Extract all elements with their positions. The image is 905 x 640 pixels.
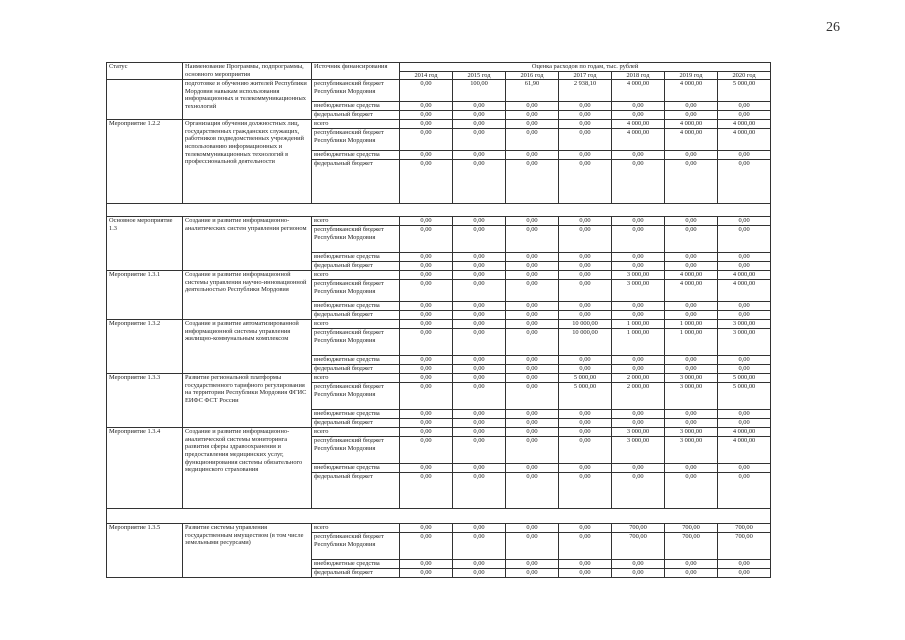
status-cell: Мероприятие 1.3.5 [107,524,183,578]
amount-cell: 0,00 [453,120,506,129]
amount-cell: 4 000,00 [612,120,665,129]
amount-cell: 700,00 [612,533,665,560]
amount-cell: 0,00 [559,560,612,569]
amount-cell: 700,00 [665,524,718,533]
amount-cell: 0,00 [453,217,506,226]
amount-cell: 0,00 [453,129,506,151]
funding-source-cell: всего [312,524,400,533]
amount-cell: 700,00 [612,524,665,533]
amount-cell: 0,00 [506,320,559,329]
amount-cell: 0,00 [400,102,453,111]
status-cell: Мероприятие 1.3.3 [107,374,183,428]
funding-source-cell: внебюджетные средства [312,356,400,365]
amount-cell: 0,00 [506,428,559,437]
amount-cell: 0,00 [400,428,453,437]
amount-cell: 0,00 [665,410,718,419]
amount-cell: 0,00 [718,302,771,311]
amount-cell: 3 000,00 [665,374,718,383]
header-year: 2020 год [718,71,771,80]
amount-cell: 0,00 [718,217,771,226]
amount-cell: 0,00 [506,524,559,533]
amount-cell: 0,00 [506,102,559,111]
amount-cell: 0,00 [718,262,771,271]
funding-source-cell: внебюджетные средства [312,151,400,160]
amount-cell: 0,00 [453,311,506,320]
amount-cell: 0,00 [506,129,559,151]
header-estimate: Оценка расходов по годам, тыс. рублей [400,63,771,72]
funding-source-cell: республиканский бюджет Республики Мордовия [312,383,400,410]
funding-source-cell: внебюджетные средства [312,253,400,262]
funding-source-cell: внебюджетные средства [312,102,400,111]
amount-cell: 5 000,00 [559,374,612,383]
amount-cell: 0,00 [506,356,559,365]
amount-cell: 0,00 [506,365,559,374]
amount-cell: 0,00 [506,383,559,410]
amount-cell: 0,00 [665,160,718,204]
amount-cell: 0,00 [559,102,612,111]
amount-cell: 0,00 [559,160,612,204]
funding-source-cell: республиканский бюджет Республики Мордовия [312,437,400,464]
amount-cell: 0,00 [453,320,506,329]
group-spacer [107,509,771,524]
funding-source-cell: внебюджетные средства [312,560,400,569]
amount-cell: 4 000,00 [718,129,771,151]
amount-cell: 0,00 [718,473,771,509]
amount-cell: 0,00 [559,111,612,120]
amount-cell: 0,00 [453,356,506,365]
amount-cell: 0,00 [665,356,718,365]
amount-cell: 0,00 [453,428,506,437]
table-body [107,80,771,578]
amount-cell: 0,00 [453,151,506,160]
amount-cell: 0,00 [453,569,506,578]
amount-cell: 0,00 [559,410,612,419]
amount-cell: 5 000,00 [718,374,771,383]
amount-cell: 3 000,00 [665,383,718,410]
budget-table [106,62,771,578]
funding-source-cell: федеральный бюджет [312,365,400,374]
amount-cell: 700,00 [665,533,718,560]
amount-cell: 0,00 [400,80,453,102]
amount-cell: 0,00 [612,302,665,311]
amount-cell: 0,00 [665,151,718,160]
amount-cell: 0,00 [400,129,453,151]
funding-source-cell: федеральный бюджет [312,473,400,509]
amount-cell: 0,00 [453,374,506,383]
amount-cell: 0,00 [612,419,665,428]
amount-cell: 1 000,00 [612,320,665,329]
amount-cell: 0,00 [612,464,665,473]
amount-cell: 0,00 [559,365,612,374]
amount-cell: 0,00 [559,217,612,226]
amount-cell: 0,00 [453,473,506,509]
table-row [107,120,771,129]
table-row [107,80,771,102]
amount-cell: 0,00 [718,253,771,262]
amount-cell: 0,00 [665,419,718,428]
funding-source-cell: внебюджетные средства [312,302,400,311]
amount-cell: 0,00 [453,262,506,271]
amount-cell: 0,00 [559,280,612,302]
amount-cell: 0,00 [559,271,612,280]
amount-cell: 0,00 [506,111,559,120]
program-name-cell: Создание и развитие информационной системы управления научно-инновационной деятельностью Республики Мордовия [183,271,312,320]
amount-cell: 5 000,00 [718,80,771,102]
amount-cell: 4 000,00 [718,271,771,280]
amount-cell: 0,00 [612,473,665,509]
amount-cell: 0,00 [559,151,612,160]
amount-cell: 0,00 [559,302,612,311]
funding-source-cell: республиканский бюджет Республики Мордовия [312,280,400,302]
header-year: 2017 год [559,71,612,80]
amount-cell: 0,00 [400,374,453,383]
header-year: 2014 год [400,71,453,80]
funding-source-cell: федеральный бюджет [312,160,400,204]
amount-cell: 0,00 [559,356,612,365]
funding-source-cell: федеральный бюджет [312,569,400,578]
amount-cell: 0,00 [453,329,506,356]
amount-cell: 0,00 [665,111,718,120]
amount-cell: 0,00 [400,533,453,560]
status-cell: Мероприятие 1.3.1 [107,271,183,320]
header-year: 2019 год [665,71,718,80]
amount-cell: 0,00 [718,365,771,374]
funding-source-cell: внебюджетные средства [312,464,400,473]
amount-cell: 0,00 [400,120,453,129]
amount-cell: 0,00 [718,311,771,320]
amount-cell: 0,00 [665,365,718,374]
table-row [107,374,771,383]
amount-cell: 0,00 [559,464,612,473]
amount-cell: 61,90 [506,80,559,102]
amount-cell: 0,00 [718,464,771,473]
amount-cell: 5 000,00 [718,383,771,410]
amount-cell: 0,00 [612,410,665,419]
header-year: 2016 год [506,71,559,80]
amount-cell: 0,00 [665,217,718,226]
amount-cell: 0,00 [612,569,665,578]
funding-source-cell: внебюджетные средства [312,410,400,419]
amount-cell: 3 000,00 [612,428,665,437]
amount-cell: 0,00 [559,473,612,509]
amount-cell: 10 000,00 [559,320,612,329]
amount-cell: 1 000,00 [612,329,665,356]
amount-cell: 1 000,00 [665,329,718,356]
amount-cell: 0,00 [506,374,559,383]
amount-cell: 0,00 [559,569,612,578]
program-name-cell: Создание и развитие автоматизированной информационной системы управления жилищно-коммунальным комплексом [183,320,312,374]
amount-cell: 0,00 [559,524,612,533]
amount-cell: 0,00 [612,160,665,204]
amount-cell: 0,00 [665,226,718,253]
amount-cell: 0,00 [559,253,612,262]
amount-cell: 0,00 [506,262,559,271]
amount-cell: 4 000,00 [718,120,771,129]
amount-cell: 0,00 [612,365,665,374]
amount-cell: 4 000,00 [665,280,718,302]
amount-cell: 0,00 [453,383,506,410]
table-row [107,524,771,533]
amount-cell: 0,00 [718,102,771,111]
amount-cell: 0,00 [400,111,453,120]
status-cell: Основное мероприятие 1.3 [107,217,183,271]
amount-cell: 0,00 [559,437,612,464]
amount-cell: 0,00 [718,111,771,120]
amount-cell: 0,00 [400,217,453,226]
amount-cell: 0,00 [612,151,665,160]
amount-cell: 0,00 [506,311,559,320]
amount-cell: 0,00 [400,569,453,578]
amount-cell: 2 000,00 [612,383,665,410]
funding-source-cell: республиканский бюджет Республики Мордовия [312,129,400,151]
amount-cell: 0,00 [559,419,612,428]
amount-cell: 4 000,00 [612,80,665,102]
funding-source-cell: федеральный бюджет [312,419,400,428]
amount-cell: 0,00 [665,302,718,311]
funding-source-cell: республиканский бюджет Республики Мордовия [312,226,400,253]
amount-cell: 4 000,00 [718,437,771,464]
table-row [107,217,771,226]
amount-cell: 0,00 [559,129,612,151]
amount-cell: 0,00 [400,151,453,160]
funding-source-cell: всего [312,120,400,129]
amount-cell: 0,00 [400,524,453,533]
amount-cell: 0,00 [453,419,506,428]
amount-cell: 0,00 [400,464,453,473]
amount-cell: 0,00 [612,262,665,271]
header-program: Наименование Программы, подпрограммы, основного мероприятия [183,63,312,80]
header-year: 2018 год [612,71,665,80]
amount-cell: 0,00 [665,560,718,569]
status-cell: Мероприятие 1.3.2 [107,320,183,374]
program-name-cell: Развитие региональной платформы государственного тарифного регулирования на территории Республики Мордовия ФГИС ЕИФС ФСТ России [183,374,312,428]
amount-cell: 0,00 [665,464,718,473]
amount-cell: 0,00 [612,311,665,320]
amount-cell: 0,00 [400,160,453,204]
amount-cell: 4 000,00 [612,129,665,151]
program-name-cell: Развитие системы управления государственным имуществом (в том числе земельными ресурсами) [183,524,312,578]
group-spacer [107,204,771,217]
amount-cell: 0,00 [718,160,771,204]
amount-cell: 4 000,00 [718,428,771,437]
amount-cell: 0,00 [612,560,665,569]
amount-cell: 0,00 [612,356,665,365]
amount-cell: 0,00 [453,302,506,311]
amount-cell: 0,00 [453,410,506,419]
amount-cell: 4 000,00 [718,280,771,302]
amount-cell: 0,00 [400,280,453,302]
amount-cell: 0,00 [506,302,559,311]
amount-cell: 0,00 [559,428,612,437]
amount-cell: 0,00 [400,356,453,365]
header-source: Источник финансирования [312,63,400,80]
amount-cell: 700,00 [718,533,771,560]
funding-source-cell: федеральный бюджет [312,311,400,320]
program-name-cell: Организация обучения должностных лиц, государственных гражданских служащих, работников подведомственных учреждений использованию информационных и телекоммуникационных технологий в профессиональной деятельности [183,120,312,204]
amount-cell: 0,00 [400,253,453,262]
amount-cell: 3 000,00 [612,280,665,302]
amount-cell: 0,00 [506,253,559,262]
funding-source-cell: федеральный бюджет [312,111,400,120]
amount-cell: 0,00 [506,569,559,578]
header-year: 2015 год [453,71,506,80]
amount-cell: 0,00 [400,320,453,329]
amount-cell: 0,00 [506,160,559,204]
program-name-cell: Создание и развитие информационно-аналитических систем управления регионом [183,217,312,271]
funding-source-cell: федеральный бюджет [312,262,400,271]
amount-cell: 0,00 [718,560,771,569]
amount-cell: 0,00 [665,262,718,271]
amount-cell: 0,00 [665,569,718,578]
amount-cell: 0,00 [506,120,559,129]
amount-cell: 0,00 [718,151,771,160]
amount-cell: 0,00 [665,473,718,509]
program-name-cell: подготовке и обучению жителей Республики Мордовия навыкам использования информационных и телекоммуникационных технологий [183,80,312,120]
funding-source-cell: республиканский бюджет Республики Мордовия [312,533,400,560]
funding-source-cell: всего [312,271,400,280]
amount-cell: 0,00 [506,410,559,419]
header-status: Статус [107,63,183,80]
funding-source-cell: республиканский бюджет Республики Мордовия [312,329,400,356]
amount-cell: 5 000,00 [559,383,612,410]
amount-cell: 0,00 [718,410,771,419]
amount-cell: 0,00 [400,560,453,569]
amount-cell: 0,00 [400,383,453,410]
amount-cell: 0,00 [718,226,771,253]
amount-cell: 2 000,00 [612,374,665,383]
amount-cell: 0,00 [718,356,771,365]
funding-source-cell: всего [312,374,400,383]
amount-cell: 0,00 [612,111,665,120]
amount-cell: 0,00 [665,311,718,320]
amount-cell: 0,00 [506,437,559,464]
table-row [107,320,771,329]
amount-cell: 0,00 [506,419,559,428]
amount-cell: 700,00 [718,524,771,533]
status-cell [107,80,183,120]
amount-cell: 0,00 [665,102,718,111]
amount-cell: 0,00 [506,271,559,280]
amount-cell: 0,00 [506,329,559,356]
funding-source-cell: всего [312,320,400,329]
amount-cell: 0,00 [453,560,506,569]
amount-cell: 3 000,00 [612,437,665,464]
amount-cell: 4 000,00 [665,271,718,280]
amount-cell: 0,00 [506,560,559,569]
amount-cell: 0,00 [453,280,506,302]
amount-cell: 0,00 [400,419,453,428]
amount-cell: 0,00 [718,569,771,578]
amount-cell: 0,00 [612,102,665,111]
status-cell: Мероприятие 1.2.2 [107,120,183,204]
amount-cell: 0,00 [453,102,506,111]
amount-cell: 0,00 [400,262,453,271]
amount-cell: 0,00 [400,437,453,464]
amount-cell: 3 000,00 [665,428,718,437]
amount-cell: 0,00 [506,464,559,473]
amount-cell: 0,00 [612,217,665,226]
amount-cell: 0,00 [453,533,506,560]
amount-cell: 100,00 [453,80,506,102]
amount-cell: 0,00 [400,311,453,320]
amount-cell: 1 000,00 [665,320,718,329]
amount-cell: 0,00 [400,226,453,253]
amount-cell: 10 000,00 [559,329,612,356]
amount-cell: 2 938,10 [559,80,612,102]
amount-cell: 0,00 [612,226,665,253]
program-name-cell: Создание и развитие информационно-аналитической системы мониторинга развития сферы здравоохранения и предоставления медицинских услуг, функционирования системы обязательного медицинского страхования [183,428,312,509]
amount-cell: 0,00 [453,253,506,262]
amount-cell: 3 000,00 [612,271,665,280]
funding-source-cell: всего [312,217,400,226]
status-cell: Мероприятие 1.3.4 [107,428,183,509]
amount-cell: 0,00 [559,120,612,129]
amount-cell: 0,00 [453,437,506,464]
amount-cell: 0,00 [506,217,559,226]
funding-source-cell: всего [312,428,400,437]
amount-cell: 0,00 [506,226,559,253]
amount-cell: 0,00 [400,473,453,509]
amount-cell: 4 000,00 [665,120,718,129]
amount-cell: 0,00 [559,262,612,271]
amount-cell: 0,00 [559,533,612,560]
amount-cell: 0,00 [453,464,506,473]
amount-cell: 0,00 [506,533,559,560]
funding-source-cell: республиканский бюджет Республики Мордовия [312,80,400,102]
amount-cell: 0,00 [453,271,506,280]
amount-cell: 3 000,00 [718,320,771,329]
amount-cell: 0,00 [453,111,506,120]
amount-cell: 0,00 [506,151,559,160]
amount-cell: 0,00 [559,226,612,253]
amount-cell: 0,00 [718,419,771,428]
amount-cell: 0,00 [506,473,559,509]
amount-cell: 0,00 [453,160,506,204]
amount-cell: 0,00 [400,329,453,356]
amount-cell: 0,00 [400,271,453,280]
amount-cell: 0,00 [559,311,612,320]
amount-cell: 0,00 [400,410,453,419]
amount-cell: 0,00 [400,365,453,374]
amount-cell: 0,00 [453,226,506,253]
amount-cell: 0,00 [612,253,665,262]
page-number: 26 [826,20,840,35]
amount-cell: 0,00 [400,302,453,311]
amount-cell: 0,00 [453,365,506,374]
amount-cell: 3 000,00 [718,329,771,356]
table-row [107,428,771,437]
amount-cell: 0,00 [665,253,718,262]
table-row [107,271,771,280]
amount-cell: 0,00 [506,280,559,302]
amount-cell: 0,00 [453,524,506,533]
amount-cell: 3 000,00 [665,437,718,464]
amount-cell: 4 000,00 [665,80,718,102]
amount-cell: 4 000,00 [665,129,718,151]
